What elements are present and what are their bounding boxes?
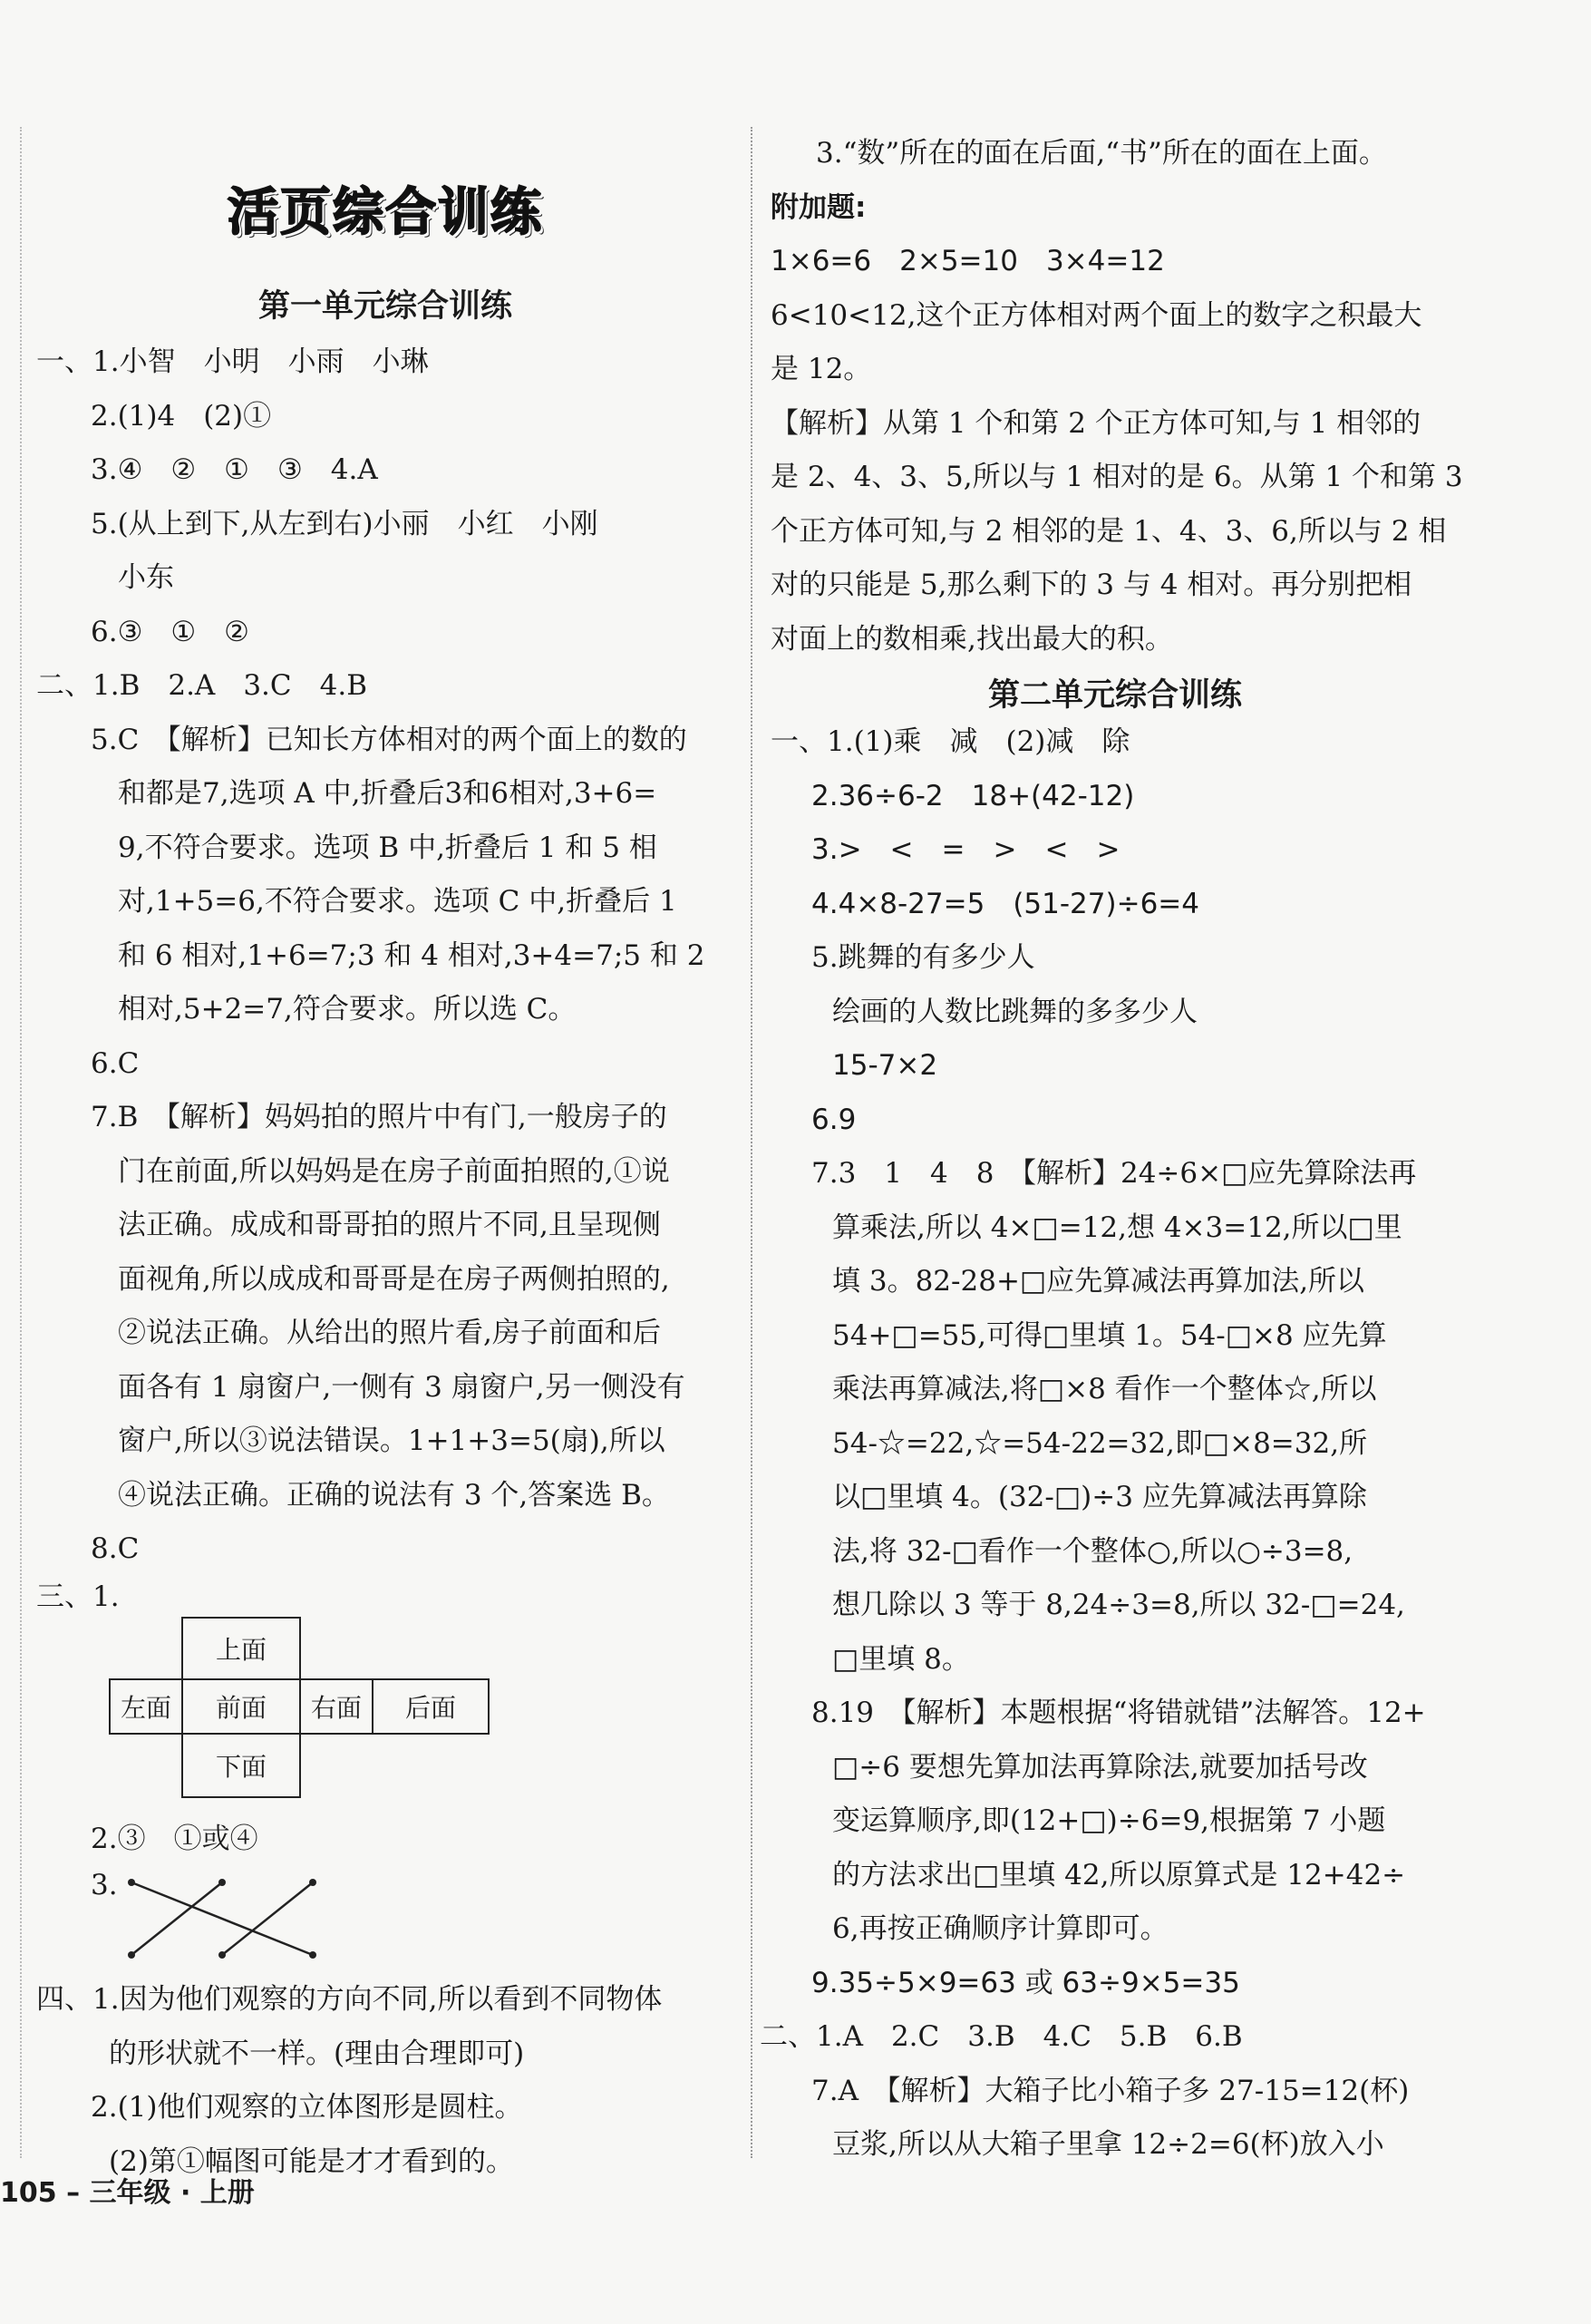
- unit1-line: 6.③ ① ②: [91, 615, 249, 648]
- right-line: 对的只能是 5,那么剩下的 3 与 4 相对。再分别把相: [771, 569, 1412, 601]
- unit1-line: 2.③ ①或④: [91, 1822, 258, 1855]
- unit2-line: 变运算顺序,即(12+□)÷6=9,根据第 7 小题: [832, 1804, 1386, 1837]
- net-top: 上面: [181, 1617, 301, 1680]
- right-column: [760, 127, 1463, 2173]
- unit2-line: 5.跳舞的有多少人: [811, 941, 1035, 974]
- unit1-line: ②说法正确。从给出的照片看,房子前面和后: [118, 1317, 661, 1349]
- unit2-line: 7.A 【解析】大箱子比小箱子多 27-15=12(杯): [811, 2074, 1410, 2107]
- unit2-line: 15-7×2: [832, 1049, 938, 1082]
- unit1-line: 和 6 相对,1+6=7;3 和 4 相对,3+4=7;5 和 2: [118, 938, 705, 972]
- unit2-line: 54+□=55,可得□里填 1。54-□×8 应先算: [832, 1318, 1387, 1352]
- right-line: 【解析】从第 1 个和第 2 个正方体可知,与 1 相邻的: [771, 406, 1421, 440]
- unit2-line: 一、1.(1)乘 减 (2)减 除: [771, 725, 1130, 758]
- unit1-line: 和都是7,选项 A 中,折叠后3和6相对,3+6=: [118, 777, 657, 810]
- unit1-line: 二、1.B 2.A 3.C 4.B: [36, 669, 367, 702]
- unit2-line: 9.35÷5×9=63 或 63÷9×5=35: [811, 1966, 1240, 1999]
- net-front: 前面: [181, 1678, 301, 1735]
- unit1-line: 窗户,所以③说法错误。1+1+3=5(扇),所以: [118, 1425, 665, 1457]
- unit1-line: 8.C: [91, 1532, 140, 1565]
- cube-net-diagram: [36, 1617, 734, 1862]
- right-line: 个正方体可知,与 2 相邻的是 1、4、3、6,所以与 2 相: [771, 514, 1447, 548]
- unit1-line: 2.(1)他们观察的立体图形是圆柱。: [91, 2091, 523, 2124]
- unit1-line: 5.(从上到下,从左到右)小丽 小红 小刚: [91, 507, 598, 540]
- right-line: 3.“数”所在的面在后面,“书”所在的面在上面。: [816, 137, 1387, 170]
- unit2-line: 7.3 1 4 8 【解析】24÷6×□应先算除法再: [811, 1157, 1417, 1190]
- right-line: 6<10<12,这个正方体相对两个面上的数字之积最大: [771, 298, 1422, 332]
- unit1-line: 四、1.因为他们观察的方向不同,所以看到不同物体: [36, 1983, 663, 2016]
- unit1-line: (2)第①幅图可能是才才看到的。: [109, 2144, 514, 2178]
- right-line: 对面上的数相乘,找出最大的积。: [771, 622, 1173, 656]
- page-title: 活页综合训练: [228, 183, 543, 242]
- right-line: 是 12。: [771, 353, 872, 385]
- net-back: 后面: [372, 1678, 490, 1735]
- unit2-line: 算乘法,所以 4×□=12,想 4×3=12,所以□里: [832, 1211, 1402, 1244]
- unit1-line: 3.④ ② ① ③ 4.A: [91, 453, 378, 486]
- page-number: 105: [0, 2177, 57, 2209]
- unit2-line: 乘法再算减法,将□×8 看作一个整体☆,所以: [832, 1373, 1377, 1405]
- unit2-line: 法,将 32-□看作一个整体○,所以○÷3=8,: [832, 1534, 1353, 1568]
- unit2-line: 6,再按正确顺序计算即可。: [832, 1912, 1169, 1945]
- right-line: 1×6=6 2×5=10 3×4=12: [771, 245, 1165, 277]
- matching-lines: [91, 1866, 453, 1973]
- net-right: 右面: [299, 1678, 373, 1735]
- unit2-line: 54-☆=22,☆=54-22=32,即□×8=32,所: [832, 1426, 1368, 1460]
- page-footer: [0, 2170, 255, 2210]
- unit2-line: □÷6 要想先算加法再算除法,就要加括号改: [832, 1750, 1368, 1784]
- unit2-line: 想几除以 3 等于 8,24÷3=8,所以 32-□=24,: [832, 1589, 1405, 1621]
- unit1-line: 一、1.小智 小明 小雨 小琳: [36, 345, 429, 378]
- unit1-title: 第一单元综合训练: [257, 288, 512, 325]
- net-bottom: 下面: [181, 1733, 301, 1798]
- unit2-line: 4.4×8-27=5 (51-27)÷6=4: [811, 887, 1199, 920]
- unit2-title: 第二单元综合训练: [987, 677, 1242, 714]
- unit2-line: 以□里填 4。(32-□)÷3 应先算减法再算除: [832, 1481, 1367, 1513]
- unit2-line: 6.9: [811, 1103, 857, 1136]
- unit1-line: 面视角,所以成成和哥哥是在房子两侧拍照的,: [118, 1262, 670, 1296]
- grade-label: 三年级 · 上册: [89, 2177, 255, 2209]
- left-column: [36, 118, 734, 2189]
- right-line: 是 2、4、3、5,所以与 1 相对的是 6。从第 1 个和第 3: [771, 461, 1463, 493]
- column-divider: [751, 127, 752, 2158]
- footer-separator: –: [56, 2177, 90, 2209]
- matching-diagram: [36, 1866, 734, 1973]
- unit2-line: 3.> < = > < >: [811, 833, 1120, 866]
- unit1-line: 三、1.: [36, 1580, 120, 1613]
- unit1-line: 的形状就不一样。(理由合理即可): [109, 2037, 525, 2070]
- unit1-line: 3.: [91, 1869, 118, 1901]
- unit2-line: 绘画的人数比跳舞的多多少人: [832, 995, 1198, 1028]
- unit2-line: 豆浆,所以从大箱子里拿 12÷2=6(杯)放入小: [832, 2128, 1384, 2161]
- bonus-heading: 附加题:: [771, 190, 867, 224]
- unit1-line: 小东: [118, 561, 174, 594]
- unit1-line: 2.(1)4 (2)①: [91, 399, 272, 433]
- unit2-line: □里填 8。: [832, 1642, 970, 1676]
- unit1-line: 6.C: [91, 1046, 140, 1080]
- unit1-line: 9,不符合要求。选项 B 中,折叠后 1 和 5 相: [118, 831, 657, 864]
- unit1-line: ④说法正确。正确的说法有 3 个,答案选 B。: [118, 1478, 670, 1512]
- unit2-line: 填 3。82-28+□应先算减法再算加法,所以: [832, 1265, 1365, 1298]
- unit1-line: 5.C 【解析】已知长方体相对的两个面上的数的: [91, 723, 687, 756]
- unit1-line: 相对,5+2=7,符合要求。所以选 C。: [118, 993, 577, 1026]
- unit2-line: 8.19 【解析】本题根据“将错就错”法解答。12+: [811, 1697, 1426, 1729]
- unit1-line: 门在前面,所以妈妈是在房子前面拍照的,①说: [118, 1154, 670, 1188]
- unit1-line: 法正确。成成和哥哥拍的照片不同,且呈现侧: [118, 1209, 661, 1241]
- unit2-line: 的方法求出□里填 42,所以原算式是 12+42÷: [832, 1858, 1406, 1891]
- net-left: 左面: [109, 1678, 183, 1735]
- unit2-line: 二、1.A 2.C 3.B 4.C 5.B 6.B: [760, 2020, 1243, 2053]
- left-edge-line: [20, 127, 22, 2158]
- unit1-line: 面各有 1 扇窗户,一侧有 3 扇窗户,另一侧没有: [118, 1370, 685, 1404]
- unit1-line: 7.B 【解析】妈妈拍的照片中有门,一般房子的: [91, 1101, 667, 1133]
- unit1-line: 对,1+5=6,不符合要求。选项 C 中,折叠后 1: [118, 885, 677, 918]
- unit2-line: 2.36÷6-2 18+(42-12): [811, 779, 1135, 812]
